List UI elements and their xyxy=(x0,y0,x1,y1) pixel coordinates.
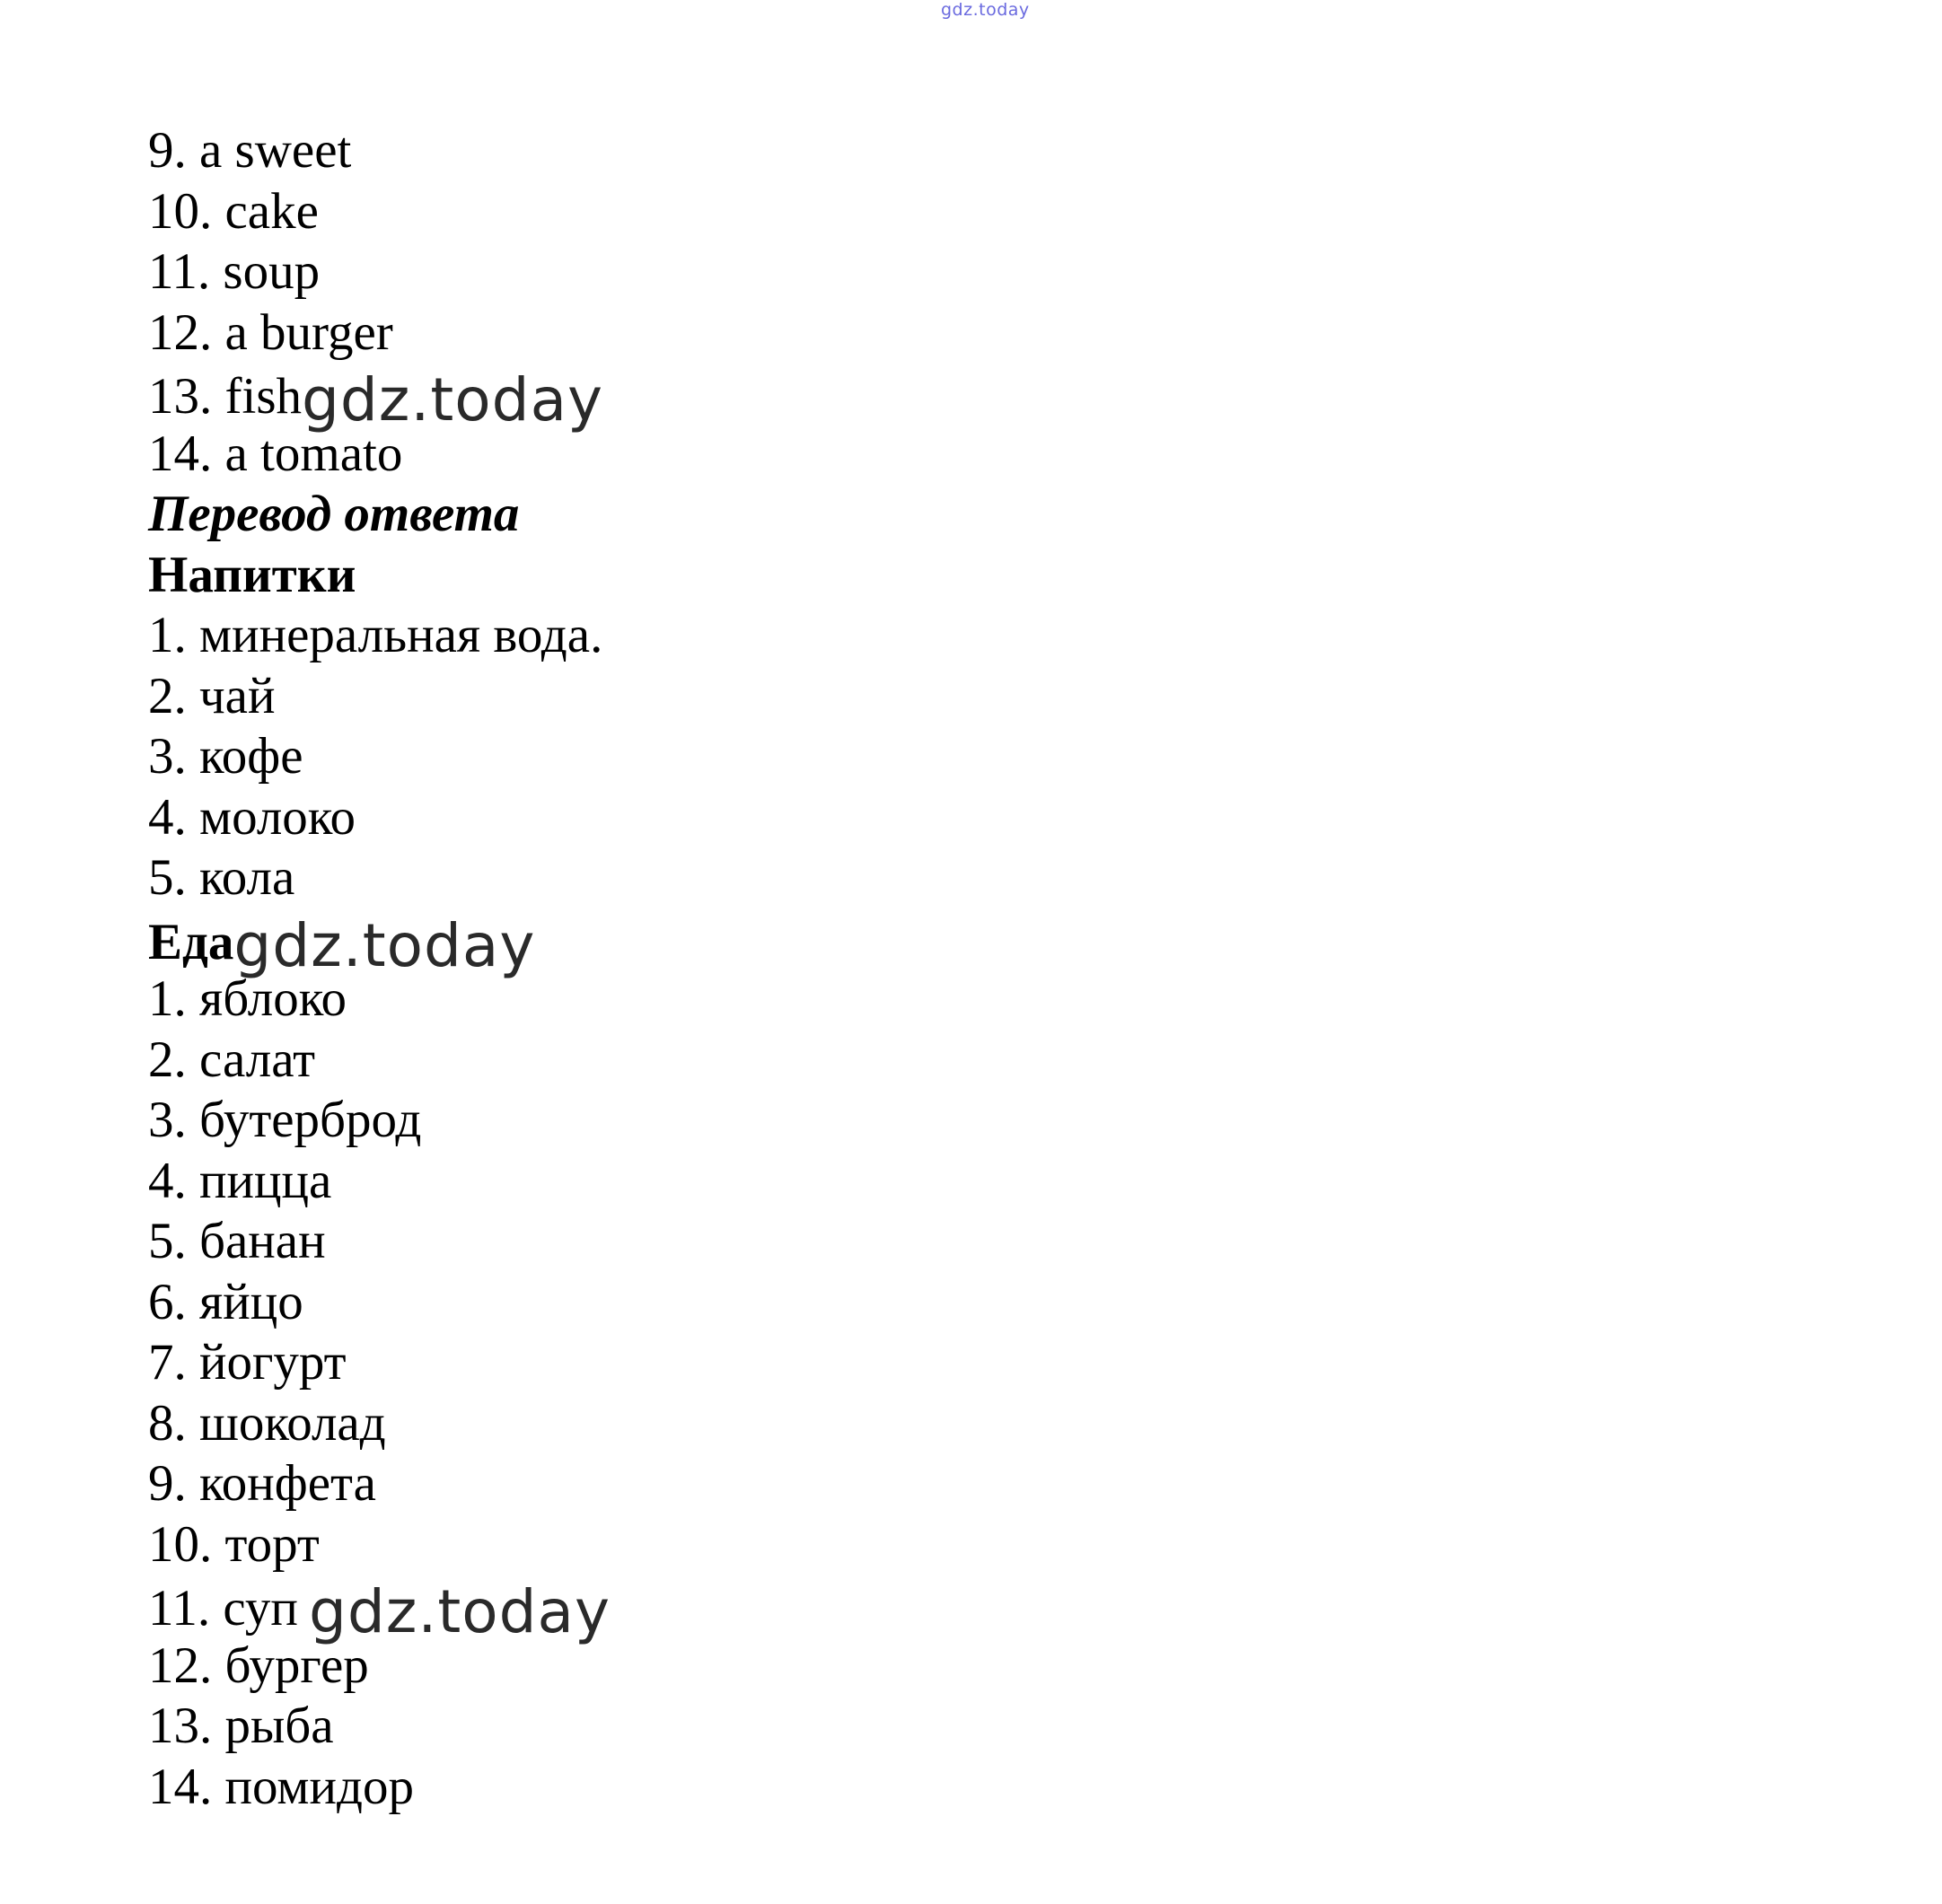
list-item: 9. a sweet xyxy=(148,122,352,179)
list-item: 1. яблоко xyxy=(148,970,347,1027)
list-item: 11. soup xyxy=(148,243,321,300)
list-item: 9. конфета xyxy=(148,1455,376,1512)
list-item: 12. a burger xyxy=(148,303,393,361)
food-heading-with-watermark xyxy=(148,908,611,980)
food-heading: Еда xyxy=(148,913,234,970)
list-item: 2. чай xyxy=(148,667,276,724)
translation-heading: Перевод ответа xyxy=(148,486,520,542)
list-item: 10. торт xyxy=(148,1515,320,1573)
list-item-with-watermark xyxy=(148,1575,611,1646)
list-item: 13. рыба xyxy=(148,1698,334,1754)
list-item: 3. бутерброд xyxy=(148,1092,422,1148)
watermark: gdz.today xyxy=(308,1577,611,1646)
list-item: 4. пицца xyxy=(148,1152,332,1209)
list-item: 3. кофе xyxy=(148,728,303,785)
document-body xyxy=(148,120,611,1817)
list-item: 5. банан xyxy=(148,1213,326,1269)
drinks-heading: Напитки xyxy=(148,546,356,603)
list-item-text: 13. fish xyxy=(148,368,302,425)
list-item: 4. молоко xyxy=(148,788,356,846)
list-item: 14. a tomato xyxy=(148,425,403,482)
list-item-with-watermark xyxy=(148,363,611,434)
list-item: 1. минеральная вода. xyxy=(148,607,603,663)
list-item: 5. кола xyxy=(148,849,295,906)
list-item-text: 11. суп xyxy=(148,1580,298,1636)
watermark: gdz.today xyxy=(233,910,536,980)
list-item: 7. йогурт xyxy=(148,1334,347,1391)
header-watermark: gdz.today xyxy=(941,0,1030,20)
list-item: 8. шоколад xyxy=(148,1394,386,1452)
list-item: 14. помидор xyxy=(148,1758,414,1815)
list-item: 10. cake xyxy=(148,182,319,240)
list-item: 12. бургер xyxy=(148,1636,369,1694)
list-item: 2. салат xyxy=(148,1031,315,1088)
list-item: 6. яйцо xyxy=(148,1273,303,1330)
watermark: gdz.today xyxy=(302,365,604,434)
